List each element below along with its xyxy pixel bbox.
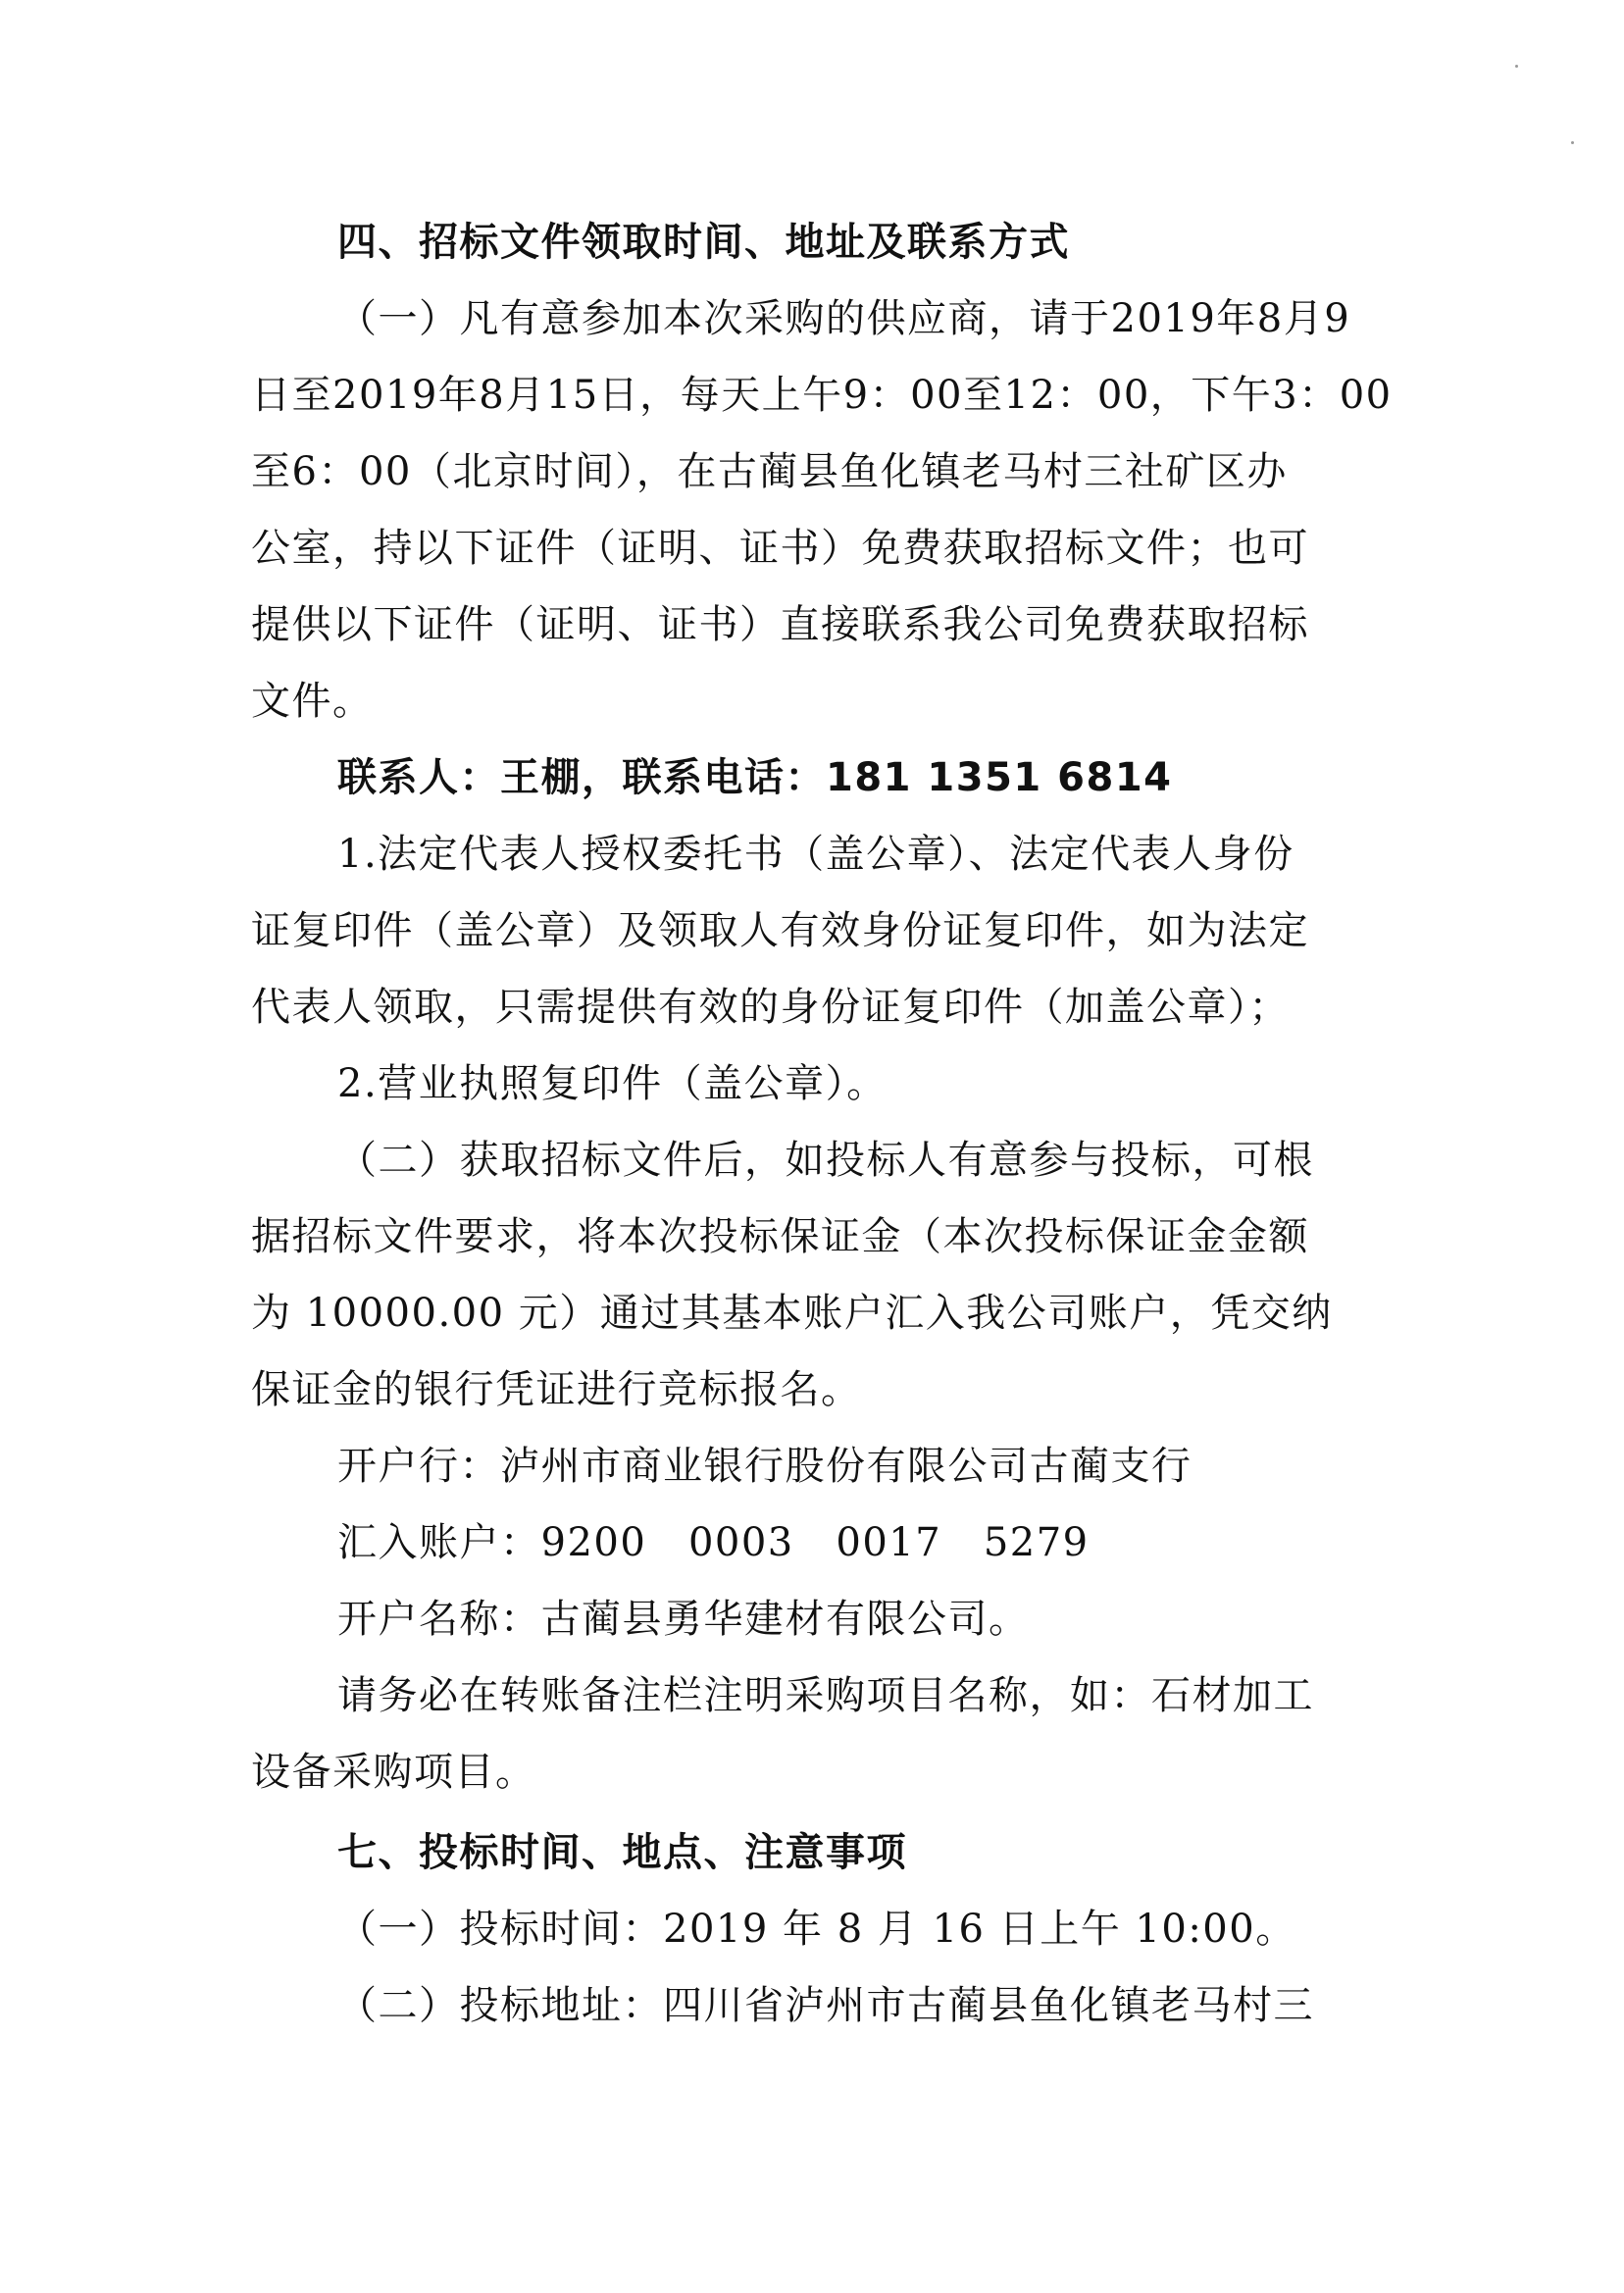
- text-line: 为 10000.00 元）通过其基本账户汇入我公司账户，凭交纳: [251, 1291, 1333, 1336]
- text-line: 公室，持以下证件（证明、证书）免费获取招标文件；也可: [251, 526, 1309, 571]
- text-line: 至6：00（北京时间），在古蔺县鱼化镇老马村三社矿区办: [251, 449, 1288, 494]
- section-4-paragraph-2: [251, 1122, 1389, 1428]
- scan-speck: [1571, 141, 1574, 144]
- text-line: 据招标文件要求，将本次投标保证金（本次投标保证金金额: [251, 1214, 1309, 1259]
- document-body: [251, 204, 1393, 2044]
- required-item-2: 2.营业执照复印件（盖公章）。: [337, 1061, 888, 1106]
- bank-name: 开户行：泸州市商业银行股份有限公司古蔺支行: [337, 1444, 1193, 1489]
- transfer-remark: [251, 1657, 1389, 1810]
- text-line: 日至2019年8月15日，每天上午9：00至12：00，下午3：00: [251, 373, 1393, 418]
- bid-location: （二）投标地址：四川省泸州市古蔺县鱼化镇老马村三: [337, 1983, 1314, 2028]
- contact-info: 联系人：王棚，联系电话：181 1351 6814: [337, 755, 1173, 800]
- text-line: 请务必在转账备注栏注明采购项目名称，如：石材加工: [337, 1673, 1314, 1718]
- text-line: 文件。: [251, 679, 374, 724]
- required-item-1: [251, 816, 1389, 1045]
- bid-time: （一）投标时间：2019 年 8 月 16 日上午 10:00。: [337, 1907, 1296, 1952]
- text-line: 提供以下证件（证明、证书）直接联系我公司免费获取招标: [251, 602, 1309, 647]
- text-line: 代表人领取，只需提供有效的身份证复印件（加盖公章）；: [251, 985, 1290, 1030]
- account-holder: 开户名称：古蔺县勇华建材有限公司。: [337, 1597, 1030, 1642]
- text-line: 证复印件（盖公章）及领取人有效身份证复印件，如为法定: [251, 908, 1309, 953]
- section-4-paragraph-1: [251, 280, 1393, 739]
- text-line: （二）获取招标文件后，如投标人有意参与投标，可根: [337, 1138, 1314, 1183]
- bank-account: 汇入账户：9200 0003 0017 5279: [337, 1520, 1090, 1565]
- section-7-heading: 七、投标时间、地点、注意事项: [337, 1830, 907, 1875]
- text-line: 1.法定代表人授权委托书（盖公章）、法定代表人身份: [337, 832, 1294, 877]
- section-4-heading: 四、招标文件领取时间、地址及联系方式: [337, 220, 1070, 265]
- text-line: 保证金的银行凭证进行竞标报名。: [251, 1367, 862, 1412]
- text-line: （一）凡有意参加本次采购的供应商，请于2019年8月9: [337, 296, 1351, 341]
- scan-speck: [1515, 65, 1518, 68]
- text-line: 设备采购项目。: [251, 1750, 536, 1795]
